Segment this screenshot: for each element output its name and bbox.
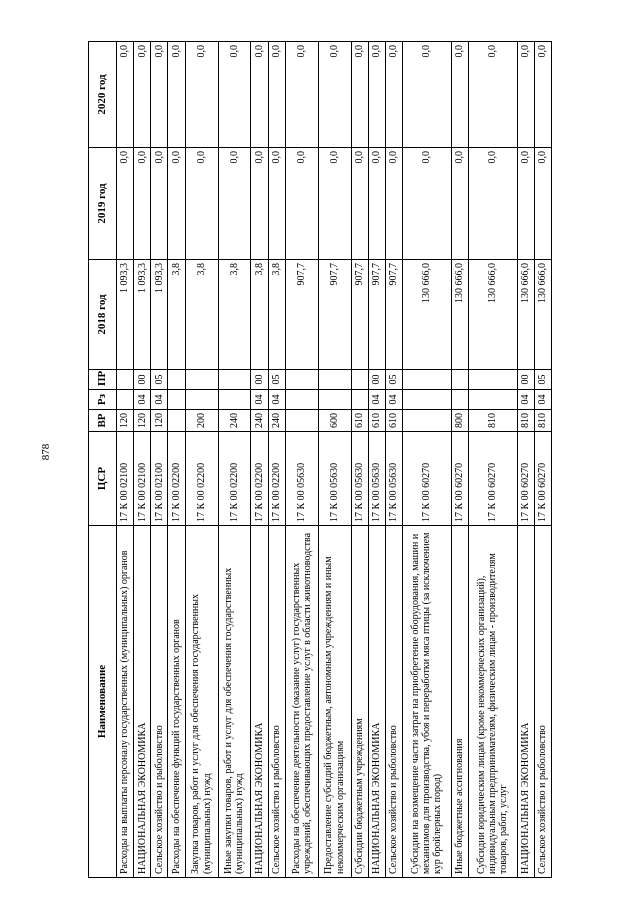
cell-vr: 610 — [385, 410, 402, 432]
cell-2018: 3,8 — [218, 260, 251, 370]
cell-name: Сельское хозяйство и рыболовство — [385, 526, 402, 878]
cell-pr: 05 — [151, 370, 168, 390]
cell-name: НАЦИОНАЛЬНАЯ ЭКОНОМИКА — [517, 526, 534, 878]
cell-rz — [168, 390, 185, 410]
cell-vr — [168, 410, 185, 432]
cell-2018: 1 093,3 — [151, 260, 168, 370]
budget-table — [88, 41, 552, 878]
cell-pr: 05 — [534, 370, 551, 390]
cell-vr: 800 — [451, 410, 468, 432]
cell-rz — [285, 390, 318, 410]
cell-2018: 130 666,0 — [517, 260, 534, 370]
header-rz: Рз — [89, 390, 117, 410]
cell-rz — [318, 390, 351, 410]
cell-name: Предоставление субсидий бюджетным, автономным учреждениям и иным некоммерческим организациям — [318, 526, 351, 878]
cell-rz — [468, 390, 517, 410]
cell-2019: 0,0 — [251, 148, 268, 260]
cell-csr: 17 К 00 60270 — [468, 432, 517, 526]
cell-rz: 04 — [368, 390, 385, 410]
cell-pr — [351, 370, 368, 390]
cell-2019: 0,0 — [385, 148, 402, 260]
cell-csr: 17 К 00 05630 — [368, 432, 385, 526]
cell-vr — [285, 410, 318, 432]
cell-vr: 120 — [134, 410, 151, 432]
table-row — [403, 42, 452, 878]
table-row — [468, 42, 517, 878]
cell-name: Расходы на обеспечение функций государственных органов — [168, 526, 185, 878]
cell-2019: 0,0 — [318, 148, 351, 260]
cell-name: Сельское хозяйство и рыболовство — [268, 526, 285, 878]
cell-rz — [451, 390, 468, 410]
table-row — [168, 42, 185, 878]
table-row — [117, 42, 134, 878]
cell-2018: 3,8 — [185, 260, 218, 370]
cell-2019: 0,0 — [534, 148, 551, 260]
table-row — [534, 42, 551, 878]
table-body — [117, 42, 552, 878]
cell-2019: 0,0 — [185, 148, 218, 260]
cell-2018: 1 093,3 — [117, 260, 134, 370]
cell-2019: 0,0 — [151, 148, 168, 260]
cell-2018: 3,8 — [168, 260, 185, 370]
cell-name: Субсидии на возмещение части затрат на приобретение оборудования, машин и механизмов для производства, убоя и переработки мяса птицы (за исключением кур бройлерных пород) — [403, 526, 452, 878]
cell-rz: 04 — [151, 390, 168, 410]
cell-2020: 0,0 — [385, 42, 402, 148]
cell-vr: 810 — [517, 410, 534, 432]
cell-csr: 17 К 00 02200 — [168, 432, 185, 526]
cell-rz — [185, 390, 218, 410]
cell-2018: 907,7 — [385, 260, 402, 370]
cell-vr — [403, 410, 452, 432]
cell-name: Сельское хозяйство и рыболовство — [151, 526, 168, 878]
cell-2020: 0,0 — [117, 42, 134, 148]
table-row — [251, 42, 268, 878]
cell-csr: 17 К 00 60270 — [534, 432, 551, 526]
cell-2019: 0,0 — [468, 148, 517, 260]
cell-csr: 17 К 00 60270 — [517, 432, 534, 526]
cell-2018: 907,7 — [318, 260, 351, 370]
header-2019: 2019 год — [89, 148, 117, 260]
cell-name: Иные закупки товаров, работ и услуг для обеспечения государственных (муниципальных) нужд — [218, 526, 251, 878]
header-vr: ВР — [89, 410, 117, 432]
cell-2020: 0,0 — [318, 42, 351, 148]
cell-name: Закупка товаров, работ и услуг для обеспечения государственных (муниципальных) нужд — [185, 526, 218, 878]
header-name: Наименование — [89, 526, 117, 878]
cell-2020: 0,0 — [517, 42, 534, 148]
cell-pr — [185, 370, 218, 390]
cell-2018: 3,8 — [251, 260, 268, 370]
cell-pr: 00 — [368, 370, 385, 390]
cell-2018: 130 666,0 — [534, 260, 551, 370]
cell-csr: 17 К 00 02100 — [117, 432, 134, 526]
cell-vr: 120 — [151, 410, 168, 432]
table-header — [89, 42, 117, 878]
cell-vr: 600 — [318, 410, 351, 432]
cell-2020: 0,0 — [351, 42, 368, 148]
table-row — [368, 42, 385, 878]
cell-pr — [468, 370, 517, 390]
cell-2018: 130 666,0 — [451, 260, 468, 370]
cell-2019: 0,0 — [451, 148, 468, 260]
cell-2019: 0,0 — [117, 148, 134, 260]
cell-2018: 907,7 — [285, 260, 318, 370]
cell-pr: 05 — [385, 370, 402, 390]
cell-csr: 17 К 00 02100 — [151, 432, 168, 526]
cell-2020: 0,0 — [218, 42, 251, 148]
cell-pr — [318, 370, 351, 390]
cell-pr: 00 — [134, 370, 151, 390]
cell-2018: 1 093,3 — [134, 260, 151, 370]
cell-2020: 0,0 — [251, 42, 268, 148]
cell-pr — [285, 370, 318, 390]
cell-2020: 0,0 — [185, 42, 218, 148]
cell-2020: 0,0 — [134, 42, 151, 148]
cell-2019: 0,0 — [368, 148, 385, 260]
cell-2019: 0,0 — [285, 148, 318, 260]
cell-2020: 0,0 — [151, 42, 168, 148]
cell-2020: 0,0 — [368, 42, 385, 148]
cell-rz: 04 — [251, 390, 268, 410]
cell-csr: 17 К 00 02200 — [268, 432, 285, 526]
cell-2019: 0,0 — [517, 148, 534, 260]
header-pr: ПР — [89, 370, 117, 390]
cell-vr: 810 — [468, 410, 517, 432]
cell-2019: 0,0 — [168, 148, 185, 260]
cell-vr: 610 — [368, 410, 385, 432]
cell-2019: 0,0 — [351, 148, 368, 260]
cell-vr: 610 — [351, 410, 368, 432]
cell-2020: 0,0 — [468, 42, 517, 148]
cell-2019: 0,0 — [403, 148, 452, 260]
cell-pr: 05 — [268, 370, 285, 390]
cell-csr: 17 К 00 02200 — [251, 432, 268, 526]
cell-rz — [403, 390, 452, 410]
cell-csr: 17 К 00 05630 — [318, 432, 351, 526]
cell-pr — [403, 370, 452, 390]
table-row — [218, 42, 251, 878]
cell-name: Иные бюджетные ассигнования — [451, 526, 468, 878]
cell-rz — [218, 390, 251, 410]
cell-csr: 17 К 00 05630 — [385, 432, 402, 526]
cell-pr — [451, 370, 468, 390]
cell-name: НАЦИОНАЛЬНАЯ ЭКОНОМИКА — [134, 526, 151, 878]
cell-vr: 810 — [534, 410, 551, 432]
cell-csr: 17 К 00 60270 — [451, 432, 468, 526]
cell-pr: 00 — [251, 370, 268, 390]
cell-2019: 0,0 — [268, 148, 285, 260]
cell-csr: 17 К 00 60270 — [403, 432, 452, 526]
cell-rz: 04 — [134, 390, 151, 410]
cell-csr: 17 К 00 05630 — [351, 432, 368, 526]
cell-2020: 0,0 — [268, 42, 285, 148]
table-row — [268, 42, 285, 878]
cell-vr: 120 — [117, 410, 134, 432]
cell-2018: 130 666,0 — [403, 260, 452, 370]
cell-name: Субсидии бюджетным учреждениям — [351, 526, 368, 878]
header-2020: 2020 год — [89, 42, 117, 148]
table-row — [134, 42, 151, 878]
cell-csr: 17 К 00 02100 — [134, 432, 151, 526]
cell-pr: 00 — [517, 370, 534, 390]
cell-vr: 200 — [185, 410, 218, 432]
header-2018: 2018 год — [89, 260, 117, 370]
cell-rz: 04 — [385, 390, 402, 410]
table-row — [385, 42, 402, 878]
cell-pr — [117, 370, 134, 390]
cell-2020: 0,0 — [534, 42, 551, 148]
cell-csr: 17 К 00 02200 — [185, 432, 218, 526]
cell-2018: 130 666,0 — [468, 260, 517, 370]
cell-2018: 907,7 — [351, 260, 368, 370]
cell-2018: 3,8 — [268, 260, 285, 370]
cell-name: НАЦИОНАЛЬНАЯ ЭКОНОМИКА — [251, 526, 268, 878]
cell-name: Расходы на обеспечение деятельности (оказание услуг) государственных учреждений, обеспечивающих предоставление услуг в области животноводства — [285, 526, 318, 878]
rotated-table-container — [88, 42, 552, 878]
cell-2019: 0,0 — [218, 148, 251, 260]
cell-2020: 0,0 — [168, 42, 185, 148]
cell-2019: 0,0 — [134, 148, 151, 260]
table-row — [517, 42, 534, 878]
cell-rz: 04 — [517, 390, 534, 410]
cell-2020: 0,0 — [285, 42, 318, 148]
table-row — [185, 42, 218, 878]
table-row — [285, 42, 318, 878]
cell-rz — [351, 390, 368, 410]
table-row — [451, 42, 468, 878]
cell-name: Субсидии юридическим лицам (кроме некоммерческих организаций), индивидуальным предпринимателям, физическим лицам - производителям товаров, работ, услуг — [468, 526, 517, 878]
cell-csr: 17 К 00 05630 — [285, 432, 318, 526]
cell-pr — [218, 370, 251, 390]
cell-2020: 0,0 — [451, 42, 468, 148]
cell-name: НАЦИОНАЛЬНАЯ ЭКОНОМИКА — [368, 526, 385, 878]
table-row — [318, 42, 351, 878]
cell-2020: 0,0 — [403, 42, 452, 148]
header-row — [89, 42, 117, 878]
cell-name: Расходы на выплаты персоналу государственных (муниципальных) органов — [117, 526, 134, 878]
table-row — [151, 42, 168, 878]
cell-pr — [168, 370, 185, 390]
cell-rz: 04 — [534, 390, 551, 410]
cell-rz — [117, 390, 134, 410]
cell-rz: 04 — [268, 390, 285, 410]
table-row — [351, 42, 368, 878]
page-number: 878 — [40, 443, 52, 461]
cell-2018: 907,7 — [368, 260, 385, 370]
cell-vr: 240 — [251, 410, 268, 432]
cell-name: Сельское хозяйство и рыболовство — [534, 526, 551, 878]
cell-vr: 240 — [218, 410, 251, 432]
header-csr: ЦСР — [89, 432, 117, 526]
cell-csr: 17 К 00 02200 — [218, 432, 251, 526]
cell-vr: 240 — [268, 410, 285, 432]
